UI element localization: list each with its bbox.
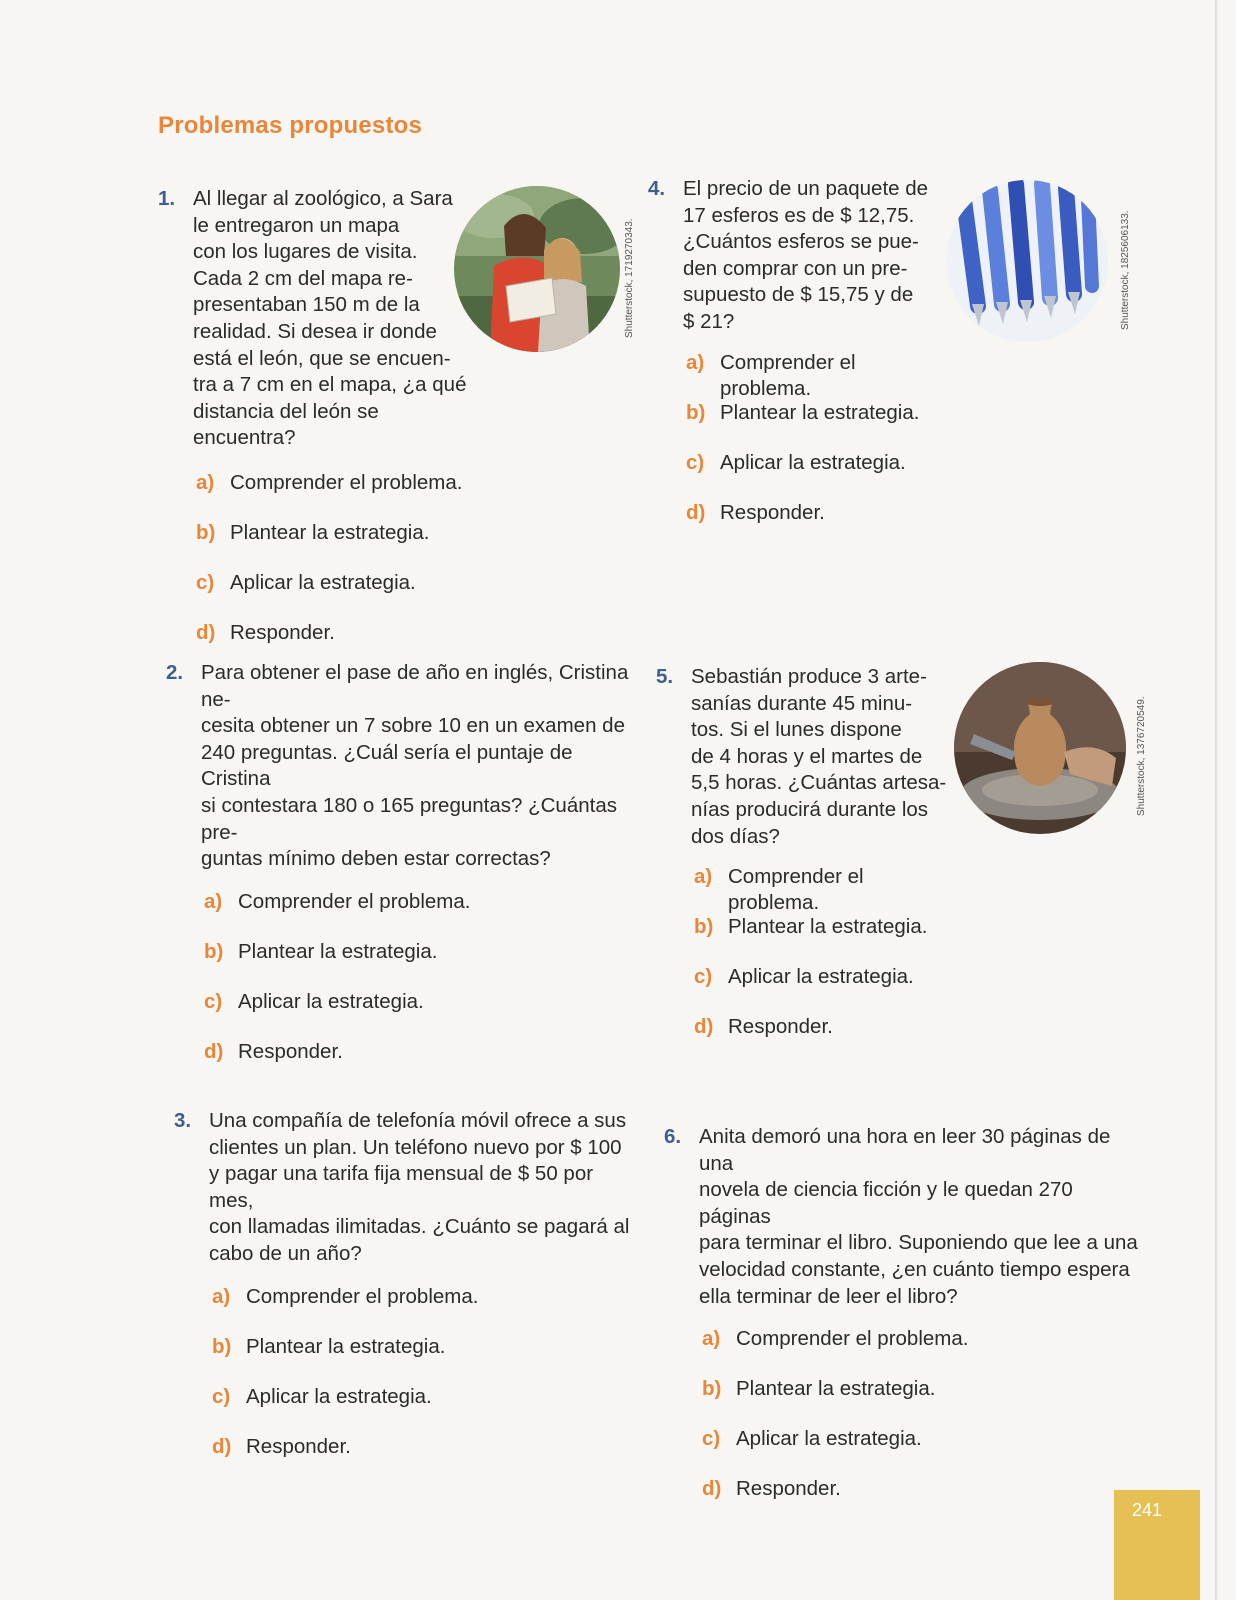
step-label: Comprender el problema. [238, 889, 471, 913]
statement-line: nías producirá durante los [691, 797, 929, 821]
step-label: Aplicar la estrategia. [736, 1427, 922, 1451]
problem-5 [656, 664, 956, 1064]
step-b [694, 914, 956, 964]
statement-line: clientes un plan. Un teléfono nuevo por $ 100 [209, 1135, 622, 1159]
step-label: Plantear la estrategia. [238, 939, 438, 963]
step-c [702, 1426, 1144, 1476]
photo-credit: Shutterstock, 1719270343. [624, 218, 635, 338]
problem-number: 3. [174, 1109, 192, 1132]
step-letter: a) [694, 865, 713, 889]
page-number-tab [1114, 1490, 1200, 1600]
step-d [686, 500, 948, 550]
statement-line: Sebastián produce 3 arte- [691, 665, 927, 688]
step-letter: a) [686, 350, 705, 374]
step-letter: d) [702, 1477, 722, 1501]
statement-line: tra a 7 cm en el mapa, ¿a qué [193, 373, 467, 397]
statement-line: ella terminar de leer el libro? [699, 1284, 958, 1308]
step-label: Aplicar la estrategia. [230, 570, 416, 594]
step-list [196, 470, 478, 670]
statement-line: $ 21? [683, 309, 735, 333]
step-label: Comprender el problema. [728, 865, 864, 915]
step-b [212, 1334, 634, 1384]
statement-line: sanías durante 45 minu- [691, 691, 913, 715]
problem-number: 2. [166, 661, 184, 684]
step-b [204, 939, 636, 989]
statement-line: Cada 2 cm del mapa re- [193, 266, 413, 290]
step-b [686, 400, 948, 450]
step-letter: c) [204, 989, 223, 1013]
step-label: Aplicar la estrategia. [728, 965, 914, 989]
step-d [694, 1014, 956, 1064]
statement-line: con los lugares de visita. [193, 240, 418, 264]
step-label: Plantear la estrategia. [736, 1377, 936, 1401]
section-title: Problemas propuestos [158, 112, 423, 139]
step-a [204, 889, 636, 939]
step-letter: c) [686, 450, 705, 474]
statement-line: si contestara 180 o 165 preguntas? ¿Cuántas pre- [201, 793, 617, 844]
step-list [694, 864, 956, 1064]
step-letter: b) [196, 520, 216, 544]
statement-line: Anita demoró una hora en leer 30 páginas de una [699, 1125, 1111, 1175]
problem-number: 4. [648, 177, 666, 200]
problem-statement [166, 660, 636, 873]
step-label: Aplicar la estrategia. [246, 1384, 432, 1408]
problem-4 [648, 176, 948, 550]
statement-line: para terminar el libro. Suponiendo que lee a una [699, 1231, 1138, 1255]
step-letter: c) [196, 570, 215, 594]
step-letter: c) [694, 965, 713, 989]
step-label: Responder. [720, 500, 825, 524]
step-label: Plantear la estrategia. [720, 400, 920, 424]
step-a [212, 1284, 634, 1334]
statement-line: cesita obtener un 7 sobre 10 en un examen de [201, 714, 625, 738]
step-letter: a) [204, 889, 223, 913]
problem-1 [158, 186, 478, 670]
step-label: Plantear la estrategia. [728, 915, 928, 939]
statement-line: Una compañía de telefonía móvil ofrece a sus [209, 1109, 627, 1132]
statement-line: den comprar con un pre- [683, 256, 908, 280]
step-c [686, 450, 948, 500]
step-letter: b) [702, 1377, 722, 1401]
step-a [694, 864, 956, 914]
statement-line: 5,5 horas. ¿Cuántas artesa- [691, 771, 947, 795]
step-letter: b) [694, 915, 714, 939]
statement-line: 240 preguntas. ¿Cuál sería el puntaje de Cristina [201, 740, 573, 791]
statement-line: ¿Cuántos esferos se pue- [683, 230, 919, 254]
step-letter: b) [204, 939, 224, 963]
statement-line: realidad. Si desea ir donde [193, 319, 437, 343]
step-list [686, 350, 948, 550]
step-c [694, 964, 956, 1014]
statement-line: 17 esferos es de $ 12,75. [683, 203, 915, 227]
step-a [196, 470, 478, 520]
step-letter: c) [702, 1427, 721, 1451]
step-label: Comprender el problema. [720, 350, 856, 400]
step-letter: a) [702, 1327, 721, 1351]
step-letter: b) [686, 400, 706, 424]
statement-line: cabo de un año? [209, 1241, 362, 1265]
page-edge [1215, 0, 1218, 1600]
step-label: Comprender el problema. [230, 470, 463, 494]
step-list [204, 889, 636, 1089]
statement-line: supuesto de $ 15,75 y de [683, 283, 914, 307]
step-a [702, 1326, 1144, 1376]
problem-statement [158, 186, 478, 452]
step-label: Plantear la estrategia. [246, 1334, 446, 1358]
photo-credit: Shutterstock, 1825606133. [1120, 210, 1131, 330]
problem-3 [174, 1108, 634, 1484]
problem-statement [656, 664, 956, 850]
statement-line: guntas mínimo deben estar correctas? [201, 847, 551, 871]
step-letter: a) [212, 1284, 231, 1308]
pottery-wheel-photo-icon [954, 662, 1126, 834]
step-letter: d) [212, 1434, 232, 1458]
step-letter: d) [204, 1039, 224, 1063]
step-letter: d) [196, 620, 216, 644]
step-b [196, 520, 478, 570]
statement-line: El precio de un paquete de [683, 177, 929, 200]
statement-line: velocidad constante, ¿en cuánto tiempo espera [699, 1257, 1130, 1281]
step-d [702, 1476, 1144, 1526]
problem-number: 6. [664, 1125, 682, 1148]
step-letter: b) [212, 1334, 232, 1358]
step-letter: c) [212, 1384, 231, 1408]
statement-line: Para obtener el pase de año en inglés, Cristina ne- [201, 661, 629, 711]
statement-line: está el león, que se encuen- [193, 346, 451, 370]
problem-2 [166, 660, 636, 1089]
step-label: Responder. [246, 1434, 351, 1458]
problem-statement [648, 176, 948, 336]
page-number: 241 [1132, 1500, 1163, 1520]
photo-credit: Shutterstock, 1376720549. [1136, 696, 1147, 816]
statement-line: novela de ciencia ficción y le quedan 270 páginas [699, 1178, 1073, 1228]
step-letter: a) [196, 470, 215, 494]
pens-photo-icon [946, 180, 1108, 342]
step-c [204, 989, 636, 1039]
problem-6 [664, 1124, 1144, 1526]
step-label: Comprender el problema. [246, 1284, 479, 1308]
step-label: Aplicar la estrategia. [720, 450, 906, 474]
step-d [204, 1039, 636, 1089]
step-letter: d) [686, 500, 706, 524]
statement-line: presentaban 150 m de la [193, 293, 420, 317]
step-letter: d) [694, 1015, 714, 1039]
step-list [212, 1284, 634, 1484]
step-b [702, 1376, 1144, 1426]
problem-statement [174, 1108, 634, 1268]
step-label: Responder. [736, 1477, 841, 1501]
statement-line: Al llegar al zoológico, a Sara [193, 187, 453, 210]
step-c [212, 1384, 634, 1434]
statement-line: y pagar una tarifa fija mensual de $ 50 por mes, [209, 1162, 594, 1212]
step-label: Aplicar la estrategia. [238, 989, 424, 1013]
statement-line: distancia del león se encuentra? [193, 399, 379, 450]
step-label: Responder. [728, 1015, 833, 1039]
statement-line: tos. Si el lunes dispone [691, 718, 902, 742]
step-label: Comprender el problema. [736, 1327, 969, 1351]
step-list [702, 1326, 1144, 1526]
statement-line: de 4 horas y el martes de [691, 744, 923, 768]
step-label: Responder. [238, 1039, 343, 1063]
step-label: Responder. [230, 620, 335, 644]
step-a [686, 350, 948, 400]
statement-line: con llamadas ilimitadas. ¿Cuánto se pagará al [209, 1215, 630, 1239]
problem-statement [664, 1124, 1144, 1310]
step-c [196, 570, 478, 620]
two-women-with-map-photo-icon [454, 186, 620, 352]
statement-line: dos días? [691, 824, 780, 848]
step-label: Plantear la estrategia. [230, 520, 430, 544]
problem-number: 1. [158, 187, 176, 210]
step-d [212, 1434, 634, 1484]
problem-number: 5. [656, 665, 674, 688]
statement-line: le entregaron un mapa [193, 213, 400, 237]
